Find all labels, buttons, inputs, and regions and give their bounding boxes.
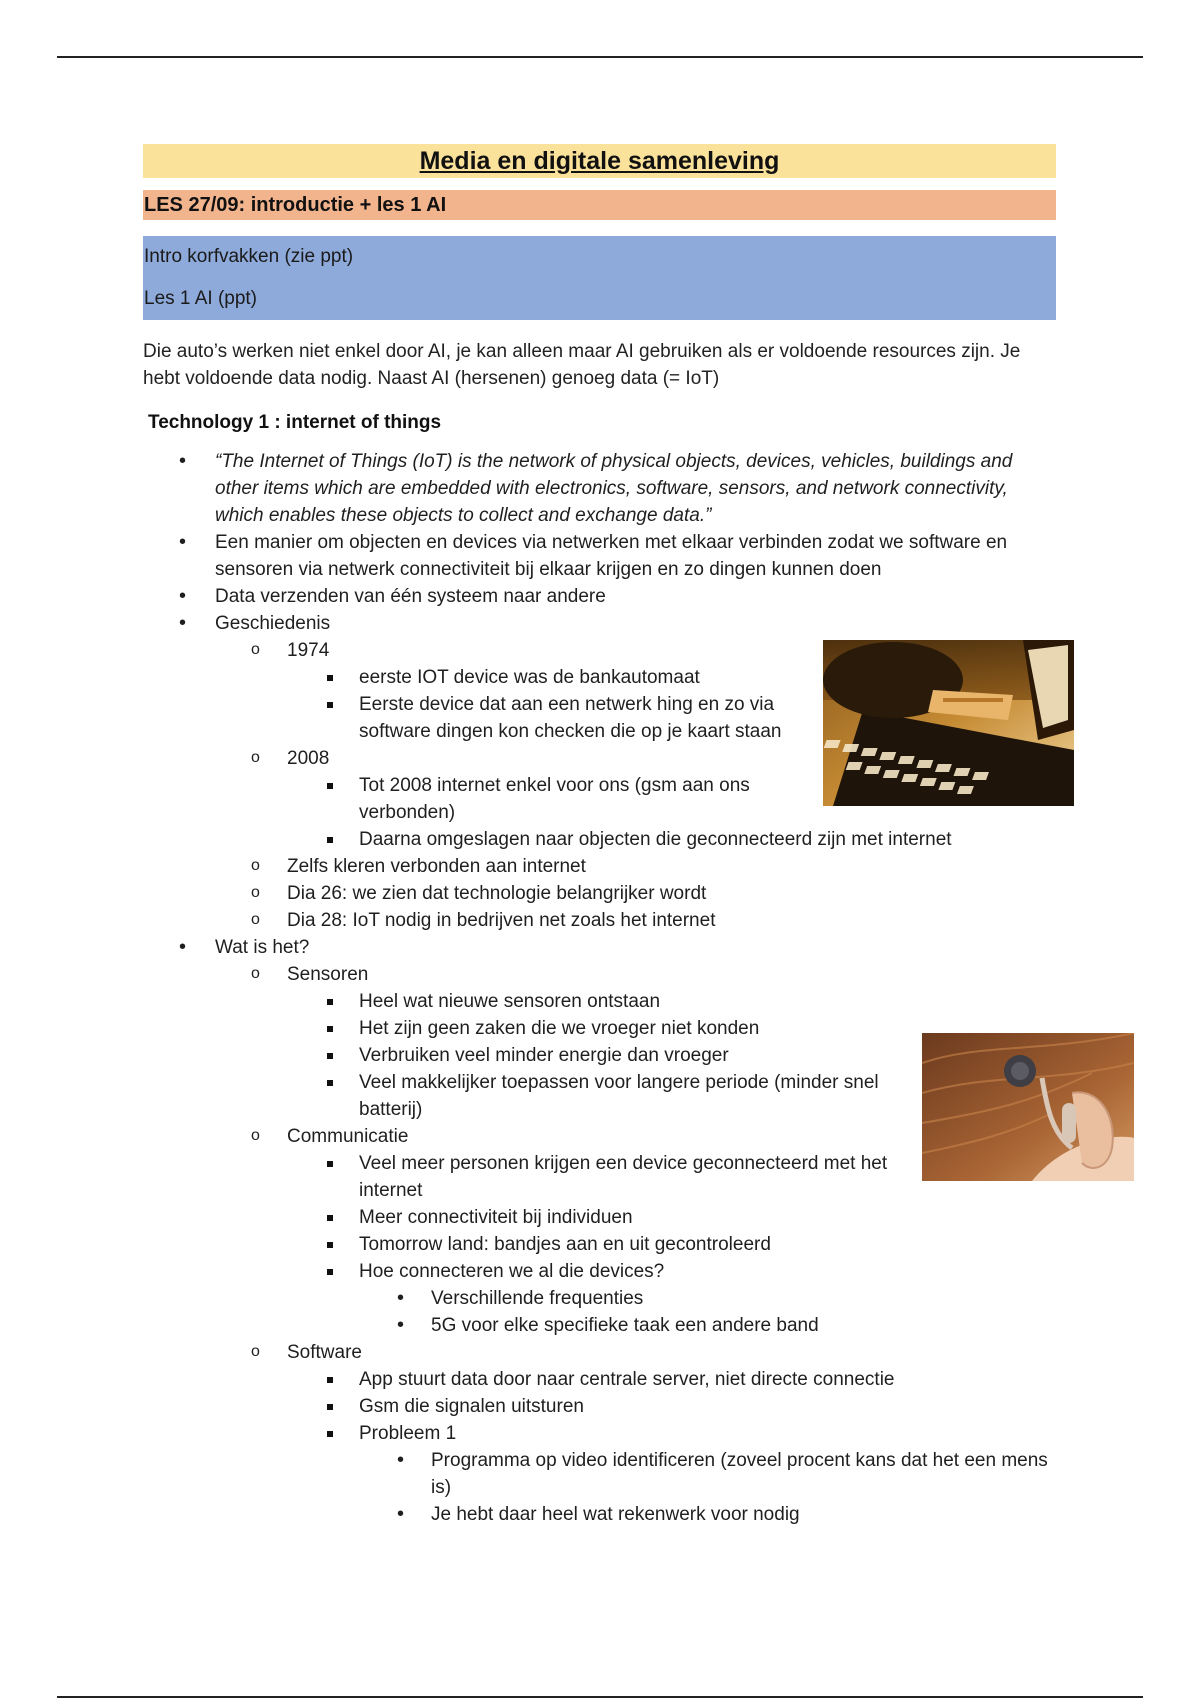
section-title: Technology 1 : internet of things [148, 412, 442, 433]
list-item: • Verschillende frequenties [359, 1285, 1056, 1312]
document-title: Media en digitale samenleving [143, 144, 1056, 178]
list-item: Gsm die signalen uitsturen [287, 1393, 1056, 1420]
list-item [143, 934, 1056, 1528]
list-item: o Dia 26: we zien dat technologie belangrijker wordt [215, 880, 1056, 907]
list-item: Veel meer personen krijgen een device geconnecteerd met het internet [287, 1150, 919, 1204]
list-item-label: Probleem 1 [359, 1423, 457, 1444]
list-item: Meer connectiviteit bij individuen [287, 1204, 1056, 1231]
list-item: Tot 2008 internet enkel voor ons (gsm aan ons verbonden) [287, 772, 839, 826]
list-item [287, 1258, 1056, 1339]
list-item: Daarna omgeslagen naar objecten die geconnecteerd zijn met internet [287, 826, 1056, 853]
list-item: Het zijn geen zaken die we vroeger niet konden [287, 1015, 1056, 1042]
list-item-label: Hoe connecteren we al die devices? [359, 1261, 665, 1282]
subsection-label: Communicatie [287, 1126, 409, 1147]
list-item: Verbruiken veel minder energie dan vroeger [287, 1042, 1056, 1069]
list-item: App stuurt data door naar centrale server, niet directe connectie [287, 1366, 1056, 1393]
list-item: Tomorrow land: bandjes aan en uit gecontroleerd [287, 1231, 1056, 1258]
bank-card-keyboard-photo [823, 640, 1074, 806]
year-label: 1974 [287, 640, 330, 661]
intro-line: Intro korfvakken (zie ppt) [144, 246, 354, 267]
bank-card-keyboard-icon [823, 640, 1074, 806]
list-item: eerste IOT device was de bankautomaat [287, 664, 1056, 691]
year-label: 2008 [287, 748, 330, 769]
list-item [287, 1420, 1056, 1528]
document-page [143, 144, 1056, 1528]
list-item-label: Geschiedenis [215, 613, 331, 634]
intro-line: Les 1 AI (ppt) [144, 288, 258, 309]
list-item: Heel wat nieuwe sensoren ontstaan [287, 988, 1056, 1015]
list-item: • Data verzenden van één systeem naar andere [143, 583, 1056, 610]
hearing-implant-icon [922, 1033, 1134, 1181]
list-item: Veel makkelijker toepassen voor langere periode (minder snel batterij) [287, 1069, 919, 1123]
subsection-label: Sensoren [287, 964, 369, 985]
lesson-header: LES 27/09: introductie + les 1 AI [143, 190, 1056, 220]
list-item: • 5G voor elke specifieke taak een andere band [359, 1312, 1056, 1339]
bottom-rule [57, 1696, 1143, 1698]
top-rule [57, 56, 1143, 58]
list-item: o Dia 28: IoT nodig in bedrijven net zoals het internet [215, 907, 1056, 934]
intro-band [143, 236, 1056, 320]
list-item: Eerste device dat aan een netwerk hing en zo via software dingen kon checken die op je kaart staan [287, 691, 839, 745]
iot-quote: “The Internet of Things (IoT) is the network of physical objects, devices, vehicles, buildings and other items which are embedded with electronics, software, sensors, and network connectivity, which enables these objects to collect and exchange data.” [215, 451, 1013, 526]
main-list [143, 448, 1056, 1528]
list-item: • Je hebt daar heel wat rekenwerk voor nodig [359, 1501, 1056, 1528]
list-item: o Zelfs kleren verbonden aan internet [215, 853, 1056, 880]
intro-paragraph: Die auto’s werken niet enkel door AI, je kan alleen maar AI gebruiken als er voldoende resources zijn. Je hebt voldoende data nodig. Naast AI (hersenen) genoeg data (= IoT) [143, 341, 1021, 389]
hearing-implant-photo [922, 1033, 1134, 1181]
list-item: • Programma op video identificeren (zoveel procent kans dat het een mens is) [359, 1447, 1056, 1501]
list-item-label: Wat is het? [215, 937, 310, 958]
subsection-label: Software [287, 1342, 362, 1363]
list-item: • Een manier om objecten en devices via netwerken met elkaar verbinden zodat we software en sensoren via netwerk connectiviteit bij elkaar krijgen en zo dingen kunnen doen [143, 529, 1056, 583]
list-item [143, 448, 1056, 529]
list-item [215, 1339, 1056, 1528]
